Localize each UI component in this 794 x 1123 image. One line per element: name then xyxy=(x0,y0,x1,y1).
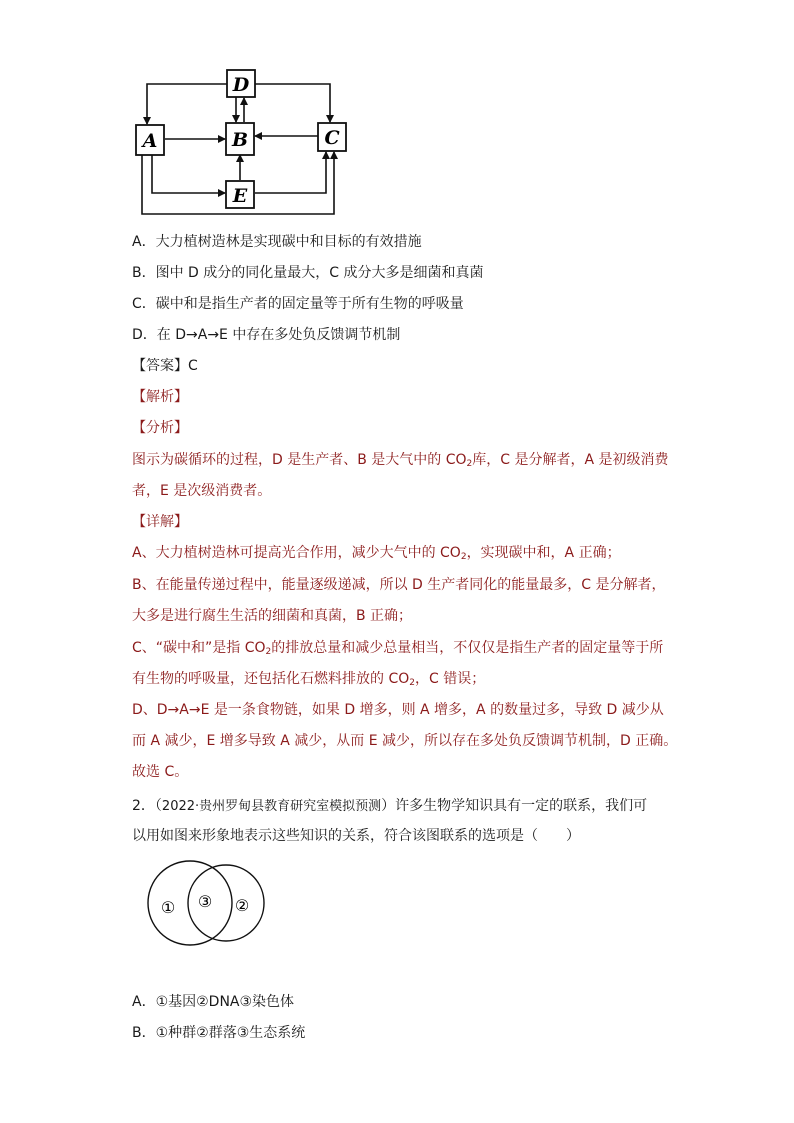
q2-stem-1b: ）许多生物学知识具有一定的联系，我们可 xyxy=(381,798,648,814)
co2-subscript: 2 xyxy=(265,647,272,657)
venn-diagram xyxy=(142,860,272,946)
q2-stem-1a: 2．（ xyxy=(132,798,162,814)
q1-xiangjie-heading: 【详解】 xyxy=(132,514,188,530)
co2-subscript: 2 xyxy=(466,459,473,469)
q2-option-b: B．①种群②群落③生态系统 xyxy=(132,1025,306,1041)
q1-detail-a xyxy=(132,543,621,563)
carbon-cycle-diagram xyxy=(130,64,360,220)
q1-conclusion: 故选 C。 xyxy=(132,764,189,780)
q1-detail-c-line-1 xyxy=(132,638,663,658)
q1-detail-d-line-1: D、D→A→E 是一条食物链，如果 D 增多，则 A 增多，A 的数量过多，导致 D 减少从 xyxy=(132,702,664,718)
q1-option-a: A．大力植树造林是实现碳中和目标的有效措施 xyxy=(132,234,422,250)
q1-detail-c-line-2 xyxy=(132,669,485,689)
q2-stem-line-2: 以用如图来形象地表示这些知识的关系，符合该图联系的选项是（ ） xyxy=(132,828,580,844)
node-B-label: B xyxy=(231,129,249,151)
node-E-label: E xyxy=(232,185,248,207)
detail-c-text-2a: 有生物的呼吸量，还包括化石燃料排放的 CO xyxy=(132,671,410,687)
detail-a-text-1: A、大力植树造林可提高光合作用，减少大气中的 CO xyxy=(132,545,461,561)
q2-source: 2022·贵州罗甸县教育研究室模拟预测 xyxy=(161,799,382,814)
q1-detail-b-line-2: 大多是进行腐生生活的细菌和真菌，B 正确； xyxy=(132,608,413,624)
analysis-text-1a: 图示为碳循环的过程，D 是生产者、B 是大气中的 CO xyxy=(132,452,467,468)
detail-a-text-2: ，实现碳中和，A 正确； xyxy=(466,545,621,561)
node-A xyxy=(136,125,164,155)
q2-stem-line-1 xyxy=(132,796,647,817)
node-C xyxy=(318,123,346,151)
q1-detail-b-line-1: B、在能量传递过程中，能量逐级递减，所以 D 生产者同化的能量最多，C 是分解者， xyxy=(132,577,666,593)
analysis-text-1b: 库，C 是分解者，A 是初级消费 xyxy=(472,452,669,468)
q1-analysis-line-2: 者，E 是次级消费者。 xyxy=(132,483,272,499)
detail-c-text-2b: ，C 错误； xyxy=(414,671,486,687)
q1-option-d: D．在 D→A→E 中存在多处负反馈调节机制 xyxy=(132,327,401,343)
venn-label-3: ③ xyxy=(197,892,213,911)
detail-c-text-1a: C、“碳中和”是指 CO xyxy=(132,640,266,656)
detail-c-text-1b: 的排放总量和减少总量相当，不仅仅是指生产者的固定量等于所 xyxy=(271,640,664,656)
q1-fenxi-heading: 【分析】 xyxy=(132,420,188,436)
q2-option-a: A．①基因②DNA③染色体 xyxy=(132,994,295,1010)
q1-option-b: B．图中 D 成分的同化量最大，C 成分大多是细菌和真菌 xyxy=(132,265,484,281)
q1-detail-d-line-2: 而 A 减少，E 增多导致 A 减少，从而 E 减少，所以存在多处负反馈调节机制，D 正确。 xyxy=(132,733,678,749)
node-B xyxy=(226,123,254,155)
q1-answer: 【答案】C xyxy=(132,358,198,374)
node-A-label: A xyxy=(142,130,158,152)
node-D-label: D xyxy=(232,74,250,96)
q1-jiexi-heading: 【解析】 xyxy=(132,389,188,405)
co2-subscript: 2 xyxy=(409,678,415,688)
node-C-label: C xyxy=(324,127,340,149)
node-E xyxy=(226,181,254,208)
node-D xyxy=(227,70,255,97)
q1-analysis-line-1 xyxy=(132,450,669,470)
q1-option-c: C．碳中和是指生产者的固定量等于所有生物的呼吸量 xyxy=(132,296,464,312)
venn-label-1: ① xyxy=(160,898,176,917)
co2-subscript: 2 xyxy=(460,552,467,562)
venn-label-2: ② xyxy=(234,896,250,915)
